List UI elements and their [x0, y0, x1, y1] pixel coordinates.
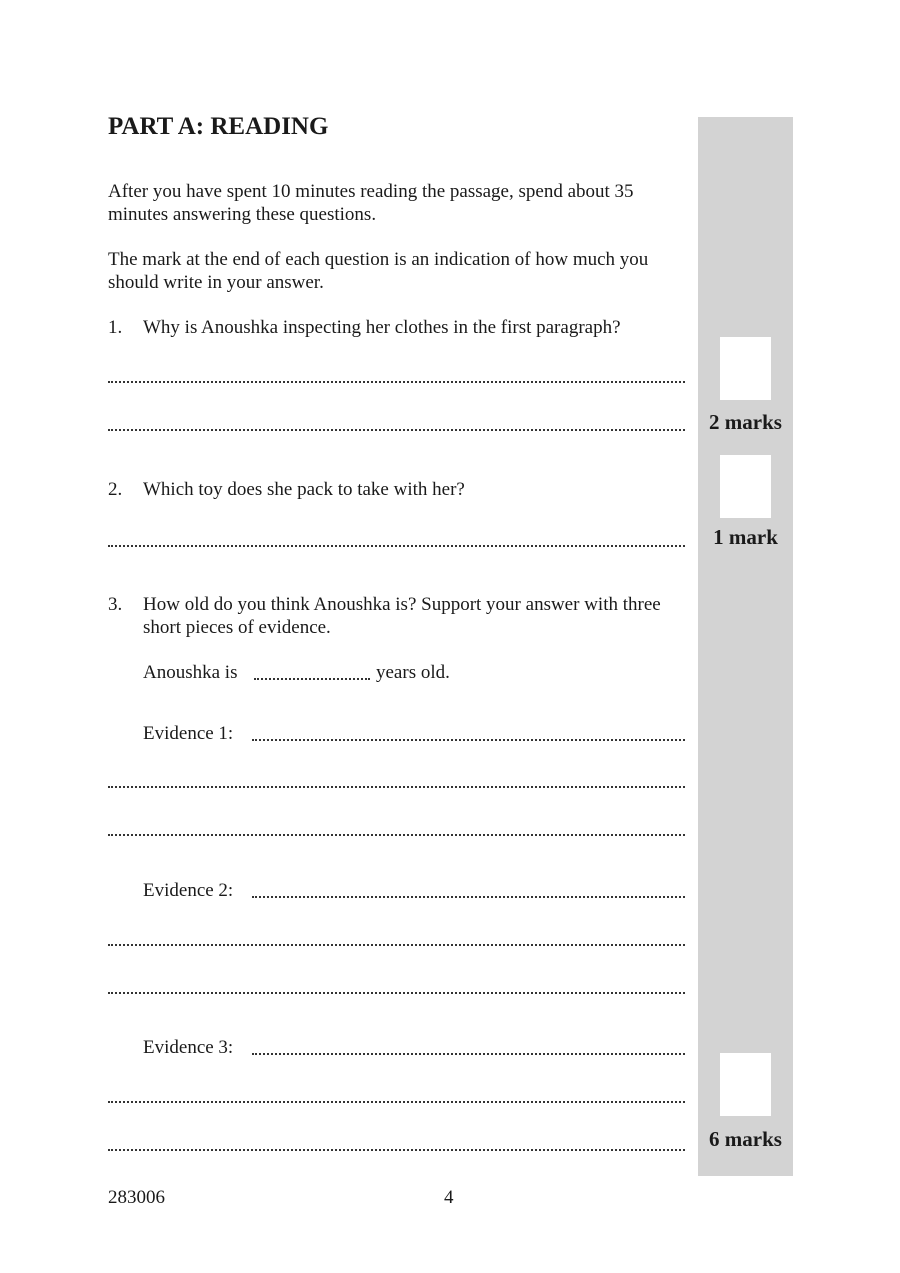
- evidence-1-line-1[interactable]: [252, 738, 685, 741]
- evidence-1-label: Evidence 1:: [143, 723, 234, 744]
- age-prefix: Anoushka is: [143, 662, 238, 683]
- q1-marks-label: 2 marks: [709, 410, 782, 434]
- q3-text: How old do you think Anoushka is? Support your answer with three short pieces of evidence.: [143, 594, 661, 638]
- q1-mark-box[interactable]: [720, 337, 771, 400]
- q1-answer-line-1[interactable]: [108, 380, 685, 383]
- marks-column: [698, 117, 793, 1176]
- evidence-1-line-2[interactable]: [108, 785, 685, 788]
- q2-number: 2.: [108, 479, 123, 500]
- intro-paragraph-2: The mark at the end of each question is an indication of how much you should write in your answer.: [108, 249, 649, 293]
- document-code: 283006: [108, 1187, 165, 1208]
- q3-marks-label: 6 marks: [709, 1127, 782, 1151]
- q2-answer-line[interactable]: [108, 544, 685, 547]
- page-heading: PART A: READING: [108, 113, 329, 140]
- q1-text: Why is Anoushka inspecting her clothes in the first paragraph?: [143, 317, 621, 338]
- evidence-3-line-1[interactable]: [252, 1052, 685, 1055]
- page-number: 4: [444, 1187, 454, 1208]
- evidence-1-line-3[interactable]: [108, 833, 685, 836]
- q2-text: Which toy does she pack to take with her?: [143, 479, 465, 500]
- q2-marks-label: 1 mark: [713, 525, 778, 549]
- evidence-2-line-1[interactable]: [252, 895, 685, 898]
- age-suffix: years old.: [376, 662, 450, 683]
- q3-number: 3.: [108, 594, 123, 615]
- evidence-3-line-3[interactable]: [108, 1148, 685, 1151]
- q1-number: 1.: [108, 317, 123, 338]
- age-answer-field[interactable]: [254, 677, 370, 680]
- q1-answer-line-2[interactable]: [108, 428, 685, 431]
- evidence-3-label: Evidence 3:: [143, 1037, 234, 1058]
- evidence-3-line-2[interactable]: [108, 1100, 685, 1103]
- evidence-2-label: Evidence 2:: [143, 880, 234, 901]
- intro-paragraph-1: After you have spent 10 minutes reading the passage, spend about 35 minutes answering these questions.: [108, 181, 634, 225]
- q3-mark-box[interactable]: [720, 1053, 771, 1116]
- evidence-2-line-3[interactable]: [108, 991, 685, 994]
- q2-mark-box[interactable]: [720, 455, 771, 518]
- evidence-2-line-2[interactable]: [108, 943, 685, 946]
